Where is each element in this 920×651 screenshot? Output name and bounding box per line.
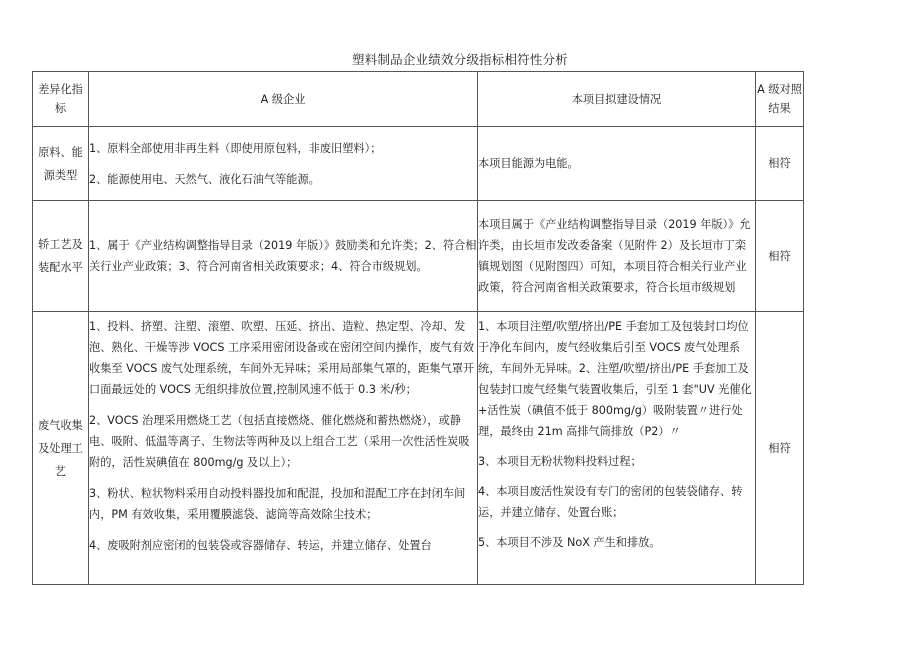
project-item: 1、本项目注塑/吹塑/挤出/PE 手套加工及包装封口均位于净化车间内，废气经收集后引至 VOCS 废气处理系统，车间外无异味。2、注塑/吹塑/挤出/PE 手套加工及包装封口废气经集气装置收集后，引至 1 套"UV 光催化+活性炭（碘值不低于 800mg/g）吸附装置〃进行处理，最终由 21m 高排气筒排放（P2）〃	[478, 320, 752, 438]
project-cell	[478, 201, 756, 312]
header-level-a: A 级企业	[89, 72, 478, 127]
compliance-table	[32, 71, 804, 585]
level-a-item: 1、原料全部使用非再生料（即使用原包料，非废旧塑料）；	[89, 141, 382, 155]
level-a-cell	[89, 312, 478, 585]
level-a-item: 2、能源使用电、天然气、液化石油气等能源。	[89, 172, 320, 186]
level-a-cell	[89, 201, 478, 312]
project-item: 4、本项目废活性炭设有专门的密闭的包装袋储存、转运，并建立储存、处置台账；	[478, 485, 743, 519]
level-a-item: 3、粉状、粒状物料采用自动投料器投加和配混，投加和混配工序在封闭车间内，PM 有效收集，采用覆膜滤袋、滤筒等高效除尘技术；	[89, 487, 466, 521]
indicator-cell: 废气收集及处理工艺	[33, 312, 89, 585]
level-a-item: 1、投料、挤塑、注塑、滚塑、吹塑、压延、挤出、造粒、热定型、冷却、发泡、熟化、干燥等涉 VOCS 工序采用密闭设备或在密闭空间内操作，废气有效收集至 VOCS 废气处理系统，车间外无异味；采用局部集气罩的，距集气罩开口面最远处的 VOCS 无组织排放位置,控制风速不低于 0.3 米/秒；	[89, 320, 475, 396]
table-row	[33, 127, 804, 201]
result-cell: 相符	[756, 201, 804, 312]
header-result: A 级对照结果	[756, 72, 804, 127]
level-a-cell	[89, 127, 478, 201]
level-a-item: 2、VOCS 治理采用燃烧工艺（包括直接燃烧、催化燃烧和蓄热燃烧），或静电、吸附、低温等离子、生物法等两种及以上组合工艺（采用一次性活性炭吸附的，活性炭碘值在 800mg/g 及以上）；	[89, 414, 470, 469]
header-project: 本项目拟建设情况	[478, 72, 756, 127]
header-indicator: 差异化指标	[33, 72, 89, 127]
indicator-cell: 轿工艺及装配水平	[33, 201, 89, 312]
project-cell	[478, 127, 756, 201]
table-row	[33, 201, 804, 312]
indicator-cell: 原料、能源类型	[33, 127, 89, 201]
result-cell: 相符	[756, 127, 804, 201]
level-a-item: 4、废吸附剂应密闭的包装袋或容器储存、转运，并建立储存、处置台	[89, 539, 432, 552]
level-a-item: 1、属于《产业结构调整指导目录（2019 年版）》鼓励类和允许类；2、符合相关行业产业政策；3、符合河南省相关政策要求；4、符合市级规划。	[89, 239, 477, 273]
result-cell: 相符	[756, 312, 804, 585]
table-header-row	[33, 72, 804, 127]
project-item: 5、本项目不涉及 NoX 产生和排放。	[478, 536, 661, 549]
project-item: 本项目属于《产业结构调整指导目录（2019 年版）》允许类，由长垣市发改委备案（见附件 2）及长垣市丁栾镇规划图（见附图四）可知，本项目符合相关行业产业政策，符合河南省相关政策要求，符合长垣市级规划	[478, 218, 751, 294]
table-row	[33, 312, 804, 585]
project-cell	[478, 312, 756, 585]
project-item: 3、本项目无粉状物料投料过程；	[478, 455, 642, 468]
page-title: 塑料制品企业绩效分级指标相符性分析	[352, 52, 568, 67]
project-item: 本项目能源为电能。	[478, 157, 579, 170]
